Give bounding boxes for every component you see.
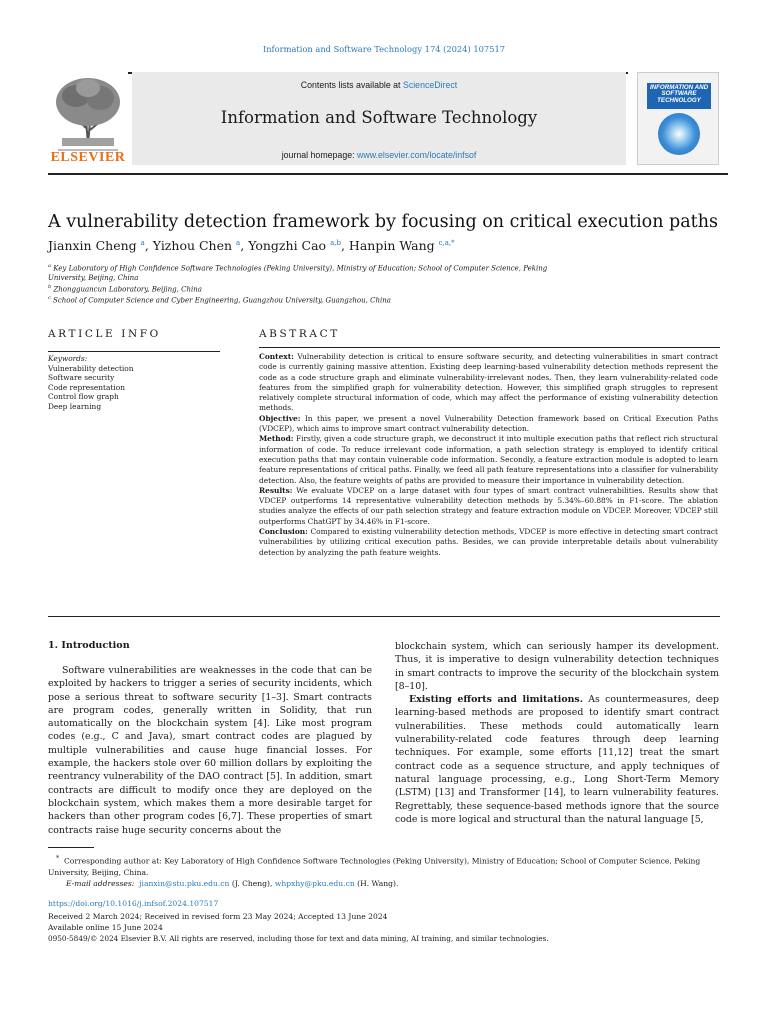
copyright-line: 0950-5849/© 2024 Elsevier B.V. All rights are reserved, including those for text and data mining, AI training, and similar technologies.: [48, 934, 549, 943]
abstract-label: Results:: [259, 485, 293, 495]
affiliation-sup: b: [48, 284, 52, 290]
keywords-label: Keywords:: [48, 354, 88, 363]
author-sup: a,b: [330, 238, 341, 247]
abstract-results: [259, 486, 718, 527]
author-name[interactable]: Yizhou Chen: [152, 238, 233, 253]
abstract-label: Method:: [259, 434, 294, 444]
doi-link[interactable]: [48, 899, 720, 909]
author-name[interactable]: Hanpin Wang: [348, 238, 435, 253]
paragraph-text: As countermeasures, deep learning-based methods are proposed to identify smart contract vulnerabilities. These methods could automatically learn vulnerability-related code features through deep learning techniques. For example, some efforts [11,12] treat the smart contract code as a sequence structure, and apply techniques of natural language processing, e.g., Long Short-Term Memory (LSTM) [13] and Transformer [14], to learn vulnerability features. Regrettably, these sequence-based methods ignore that the source code is more logical and structural than the natural language [5,: [395, 694, 719, 825]
abstract-bottom-rule: [48, 616, 720, 617]
abstract-body: [259, 352, 718, 558]
paragraph-lead: Existing efforts and limitations.: [409, 694, 583, 706]
paper-title: A vulnerability detection framework by focusing on critical execution paths: [48, 212, 718, 232]
homepage-prefix: journal homepage:: [281, 150, 358, 160]
corresponding-footnote: [48, 853, 720, 878]
abstract-text: We evaluate VDCEP on a large dataset with four types of smart contract vulnerabilities. Results show that VDCEP outperforms 14 representative vulnerability detection methods by 5.34%–60.88% in F1-score. The ablation studies analyze the effects of our path selection strategy and feature extraction module on VDCEP. Moreover, VDCEP still outperforms ChatGPT by 34.46% in F1-score.: [259, 485, 718, 526]
article-info-heading: ARTICLE INFO: [48, 328, 161, 340]
doi-text[interactable]: https://doi.org/10.1016/j.infsof.2024.107517: [48, 899, 219, 908]
abstract-conclusion: [259, 527, 718, 558]
abstract-label: Objective:: [259, 413, 301, 423]
email-owner: (J. Cheng),: [229, 879, 275, 888]
body-paragraph: [395, 693, 719, 826]
abstract-text: In this paper, we present a novel Vulnerability Detection framework based on Critical Execution Paths (VDCEP), which aims to improve smart contract vulnerability detection.: [259, 413, 718, 434]
section-heading-introduction: 1. Introduction: [48, 640, 130, 651]
author-sup: a: [140, 238, 145, 247]
author-name[interactable]: Yongzhi Cao: [248, 238, 327, 253]
keywords-block: [48, 354, 220, 412]
email-link[interactable]: whpxhy@pku.edu.cn: [274, 879, 355, 888]
abstract-method: [259, 434, 718, 485]
header-bottom-rule: [48, 173, 728, 175]
affiliation-sup: a: [48, 263, 51, 269]
journal-cover-thumbnail: [637, 72, 719, 165]
footnote-rule: [48, 847, 94, 848]
right-column: [395, 640, 719, 826]
received-dates: Received 2 March 2024; Received in revised form 23 May 2024; Accepted 13 June 2024: [48, 912, 388, 921]
running-head: Information and Software Technology 174 (2024) 107517: [262, 44, 506, 54]
abstract-text: Vulnerability detection is critical to ensure software security, and detecting vulnerabilities in smart contract code is currently gaining massive attention. Existing deep learning-based vulnerability detection methods represent the code as a code structure graph and eliminate vulnerability-irrelevant nodes. Then, they learn vulnerability-related code features from the simplified graph for vulnerability detection. However, this simplified graph struggles to represent relatively complete structural information of code, which may affect the performance of existing vulnerability detection methods.: [259, 352, 718, 413]
cover-title: INFORMATION AND SOFTWARE TECHNOLOGY: [649, 84, 709, 104]
article-info-rule: [48, 351, 220, 352]
abstract-text: Firstly, given a code structure graph, we deconstruct it into multiple execution paths that reflect rich structural information of code. To reduce irrelevant code information, a path selection strategy is employed to identify critical execution paths that may contain vulnerable code information. Secondly, a feature extraction module is adopted to learn feature representations of critical paths. Finally, we feed all path feature representations into a classifier for vulnerability detection. Also, the feature weights of paths are provided to measure their importance in vulnerability detection.: [259, 434, 718, 485]
author-sup: c,a,*: [438, 238, 455, 247]
keyword-item: Software security: [48, 373, 115, 383]
affiliation-sup: c: [48, 295, 51, 301]
body-paragraph: Software vulnerabilities are weaknesses in the code that can be exploited by hackers to trigger a series of security incidents, which pose a serious threat to software security [1–3]. Smart contracts are program codes, generally written in Solidity, that run automatically on the blockchain system [4]. Like most program codes (e.g., C and Java), smart contract codes are plagued by multiple vulnerabilities and cause huge financial losses. For example, the hackers stole over 60 million dollars by exploiting the reentrancy vulnerability of the DAO contract [5]. In addition, smart contracts are difficult to modify once they are deployed on the blockchain system, which makes them a more desirable target for hackers than other program codes [6,7]. These properties of smart contracts raise huge security concerns about the: [48, 665, 372, 836]
contents-prefix: Contents lists available at: [300, 80, 403, 90]
abstract-text: Compared to existing vulnerability detection methods, VDCEP is more effective in detecting smart contract vulnerabilities by utilizing critical execution paths. Besides, we can provide interpretable details about vulnerability detection by analyzing the path feature weights.: [259, 527, 718, 557]
affiliation-text: Key Laboratory of High Confidence Software Technologies (Peking University), Ministry of Education; School of Computer Science, Peking University, Beijing, China: [48, 264, 548, 283]
sciencedirect-link[interactable]: ScienceDirect: [402, 80, 458, 90]
footnote-mark: *: [56, 855, 60, 862]
elsevier-logo-text: ELSEVIER: [50, 150, 126, 165]
body-paragraph: blockchain system, which can seriously hamper its development. Thus, it is imperative to design vulnerability detection techniques in smart contracts to improve the security of the blockchain system [8–10].: [395, 641, 719, 692]
abstract-heading: ABSTRACT: [259, 328, 340, 340]
left-column: [48, 664, 372, 837]
author-list: Jianxin Cheng $^a$, Yizhou Chen $^a$, Yongzhi Cao $^{a,b}$, Hanpin Wang $^{c,a,*}$: [48, 238, 455, 253]
email-footnote: [48, 878, 720, 889]
abstract-label: Conclusion:: [259, 527, 308, 537]
affiliation-text: School of Computer Science and Cyber Engineering, Guangzhou University, Guangzhou, China: [53, 296, 391, 305]
email-label: E-mail addresses:: [66, 879, 135, 888]
keyword-item: Vulnerability detection: [48, 363, 134, 373]
keyword-item: Deep learning: [48, 401, 102, 411]
available-online: Available online 15 June 2024: [48, 923, 163, 932]
homepage-link[interactable]: www.elsevier.com/locate/infsof: [357, 150, 477, 160]
contents-line: [132, 80, 626, 90]
abstract-objective: [259, 414, 718, 435]
journal-title: Information and Software Technology: [220, 108, 538, 127]
author-name[interactable]: Jianxin Cheng: [48, 238, 137, 253]
journal-homepage-line: [132, 150, 626, 160]
affiliation-c: [48, 293, 568, 305]
email-owner: (H. Wang).: [354, 879, 399, 888]
abstract-rule: [259, 347, 720, 348]
abstract-context: [259, 352, 718, 414]
cover-graphic: [658, 113, 700, 155]
keyword-item: Code representation: [48, 382, 125, 392]
keyword-item: Control flow graph: [48, 392, 119, 402]
author-sup: a: [236, 238, 241, 247]
affiliation-text: Zhongguancun Laboratory, Beijing, China: [53, 285, 202, 294]
footnote-text: Corresponding author at: Key Laboratory of High Confidence Software Technologies (Peking University), Ministry of Education; School of Computer Science, Peking University, Beijing, China.: [48, 856, 701, 877]
email-link[interactable]: jianxin@stu.pku.edu.cn: [139, 879, 230, 888]
abstract-label: Context:: [259, 352, 294, 361]
affiliation-a: [48, 261, 568, 283]
